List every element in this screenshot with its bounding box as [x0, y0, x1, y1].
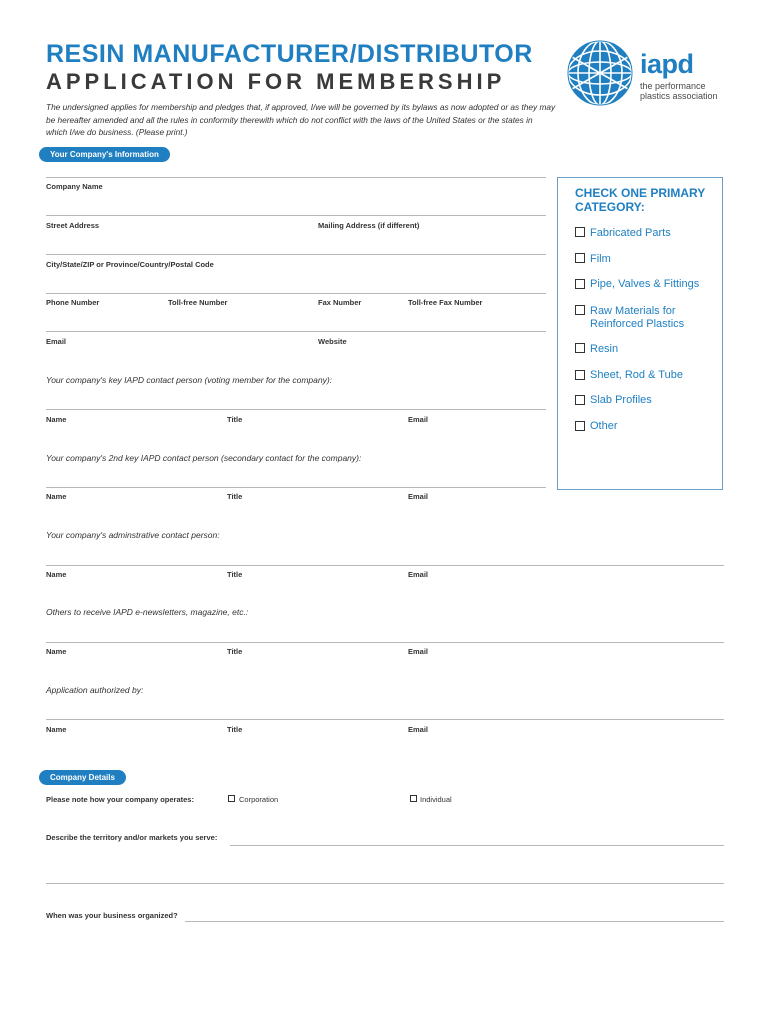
logo-wordmark: iapd — [640, 49, 694, 79]
contact-email-label: Email — [408, 647, 429, 656]
sheet-rod-tube-checkbox[interactable] — [575, 370, 585, 380]
contact-email-label: Email — [408, 492, 429, 501]
contact-name-label: Name — [46, 647, 67, 656]
contact-name-label: Name — [46, 725, 67, 734]
pipe-valves-label: Pipe, Valves & Fittings — [590, 278, 700, 290]
tollfree-label: Toll-free Number — [168, 298, 228, 307]
tollfree-fax-label: Toll-free Fax Number — [408, 298, 483, 307]
category-heading-line2: CATEGORY: — [575, 199, 645, 214]
email-label: Email — [46, 337, 67, 346]
company-details-section-pill: Company Details — [39, 770, 126, 785]
contact-heading: Your company's adminstrative contact person: — [46, 530, 220, 540]
globe-logo-icon — [566, 39, 634, 107]
contact-field[interactable] — [46, 409, 546, 410]
contact-heading: Your company's key IAPD contact person (voting member for the company): — [46, 375, 333, 385]
contact-field[interactable] — [46, 487, 546, 488]
divider — [46, 177, 546, 178]
address-field[interactable] — [46, 254, 546, 255]
film-checkbox[interactable] — [575, 253, 585, 263]
corporation-checkbox[interactable] — [228, 795, 235, 802]
raw-materials-label-line2: Reinforced Plastics — [590, 318, 685, 330]
contact-email-label: Email — [408, 415, 429, 424]
contact-title-label: Title — [227, 725, 243, 734]
other-checkbox[interactable] — [575, 421, 585, 431]
contact-field[interactable] — [46, 565, 724, 566]
fabricated-parts-checkbox[interactable] — [575, 227, 585, 237]
website-label: Website — [318, 337, 347, 346]
resin-label: Resin — [590, 343, 619, 355]
category-heading — [575, 187, 705, 214]
form-title-line2: APPLICATION FOR MEMBERSHIP — [46, 69, 506, 94]
category-heading-line1: CHECK ONE PRIMARY — [575, 186, 706, 200]
street-address-label: Street Address — [46, 221, 100, 230]
contact-heading: Your company's 2nd key IAPD contact person (secondary contact for the company): — [46, 453, 362, 463]
company-name-label: Company Name — [46, 182, 103, 191]
slab-profiles-label: Slab Profiles — [590, 394, 652, 406]
company-name-field[interactable] — [46, 215, 546, 216]
logo-tagline-2: plastics association — [640, 91, 718, 101]
contact-heading: Application authorized by: — [46, 685, 144, 695]
mailing-address-label: Mailing Address (if different) — [318, 221, 420, 230]
organized-label: When was your business organized? — [46, 911, 178, 920]
territory-field[interactable] — [230, 845, 724, 846]
raw-materials-label-line1: Raw Materials for — [590, 305, 676, 317]
film-label: Film — [590, 253, 611, 265]
company-info-section-pill: Your Company's Information — [39, 147, 170, 162]
territory-field-line2[interactable] — [46, 883, 724, 884]
contact-title-label: Title — [227, 647, 243, 656]
corporation-label: Corporation — [239, 795, 279, 804]
resin-checkbox[interactable] — [575, 343, 585, 353]
raw-materials-label — [590, 305, 684, 331]
intro-paragraph: The undersigned applies for membership and pledges that, if approved, I/we will be governed by its bylaws as now adopted or as they may be hereafter amended and all the rules in conformity therewith which do not conflict with the laws of the United States or the states in which I/we do business. (Please print.) — [46, 102, 556, 137]
pipe-valves-checkbox[interactable] — [575, 279, 585, 289]
contact-name-label: Name — [46, 492, 67, 501]
contact-email-label: Email — [408, 570, 429, 579]
contact-field[interactable] — [46, 642, 724, 643]
primary-category-box — [557, 177, 723, 490]
sheet-rod-tube-label: Sheet, Rod & Tube — [590, 369, 683, 381]
contact-title-label: Title — [227, 415, 243, 424]
form-title-line1: RESIN MANUFACTURER/DISTRIBUTOR — [46, 40, 533, 68]
city-state-label: City/State/ZIP or Province/Country/Postal Code — [46, 260, 214, 269]
contact-field[interactable] — [46, 719, 724, 720]
contact-email-label: Email — [408, 725, 429, 734]
city-state-field[interactable] — [46, 293, 546, 294]
fax-label: Fax Number — [318, 298, 362, 307]
logo-text — [640, 50, 718, 101]
individual-checkbox[interactable] — [410, 795, 417, 802]
raw-materials-checkbox[interactable] — [575, 305, 585, 315]
fabricated-parts-label: Fabricated Parts — [590, 227, 671, 239]
territory-label: Describe the territory and/or markets you serve: — [46, 833, 218, 842]
organized-field[interactable] — [185, 921, 724, 922]
contact-title-label: Title — [227, 570, 243, 579]
contact-name-label: Name — [46, 570, 67, 579]
phone-field[interactable] — [46, 331, 546, 332]
other-label: Other — [590, 420, 618, 432]
phone-label: Phone Number — [46, 298, 100, 307]
individual-label: Individual — [420, 795, 452, 804]
slab-profiles-checkbox[interactable] — [575, 395, 585, 405]
operates-label: Please note how your company operates: — [46, 795, 194, 804]
contact-heading: Others to receive IAPD e-newsletters, magazine, etc.: — [46, 607, 249, 617]
contact-title-label: Title — [227, 492, 243, 501]
contact-name-label: Name — [46, 415, 67, 424]
logo-tagline-1: the performance — [640, 81, 706, 91]
